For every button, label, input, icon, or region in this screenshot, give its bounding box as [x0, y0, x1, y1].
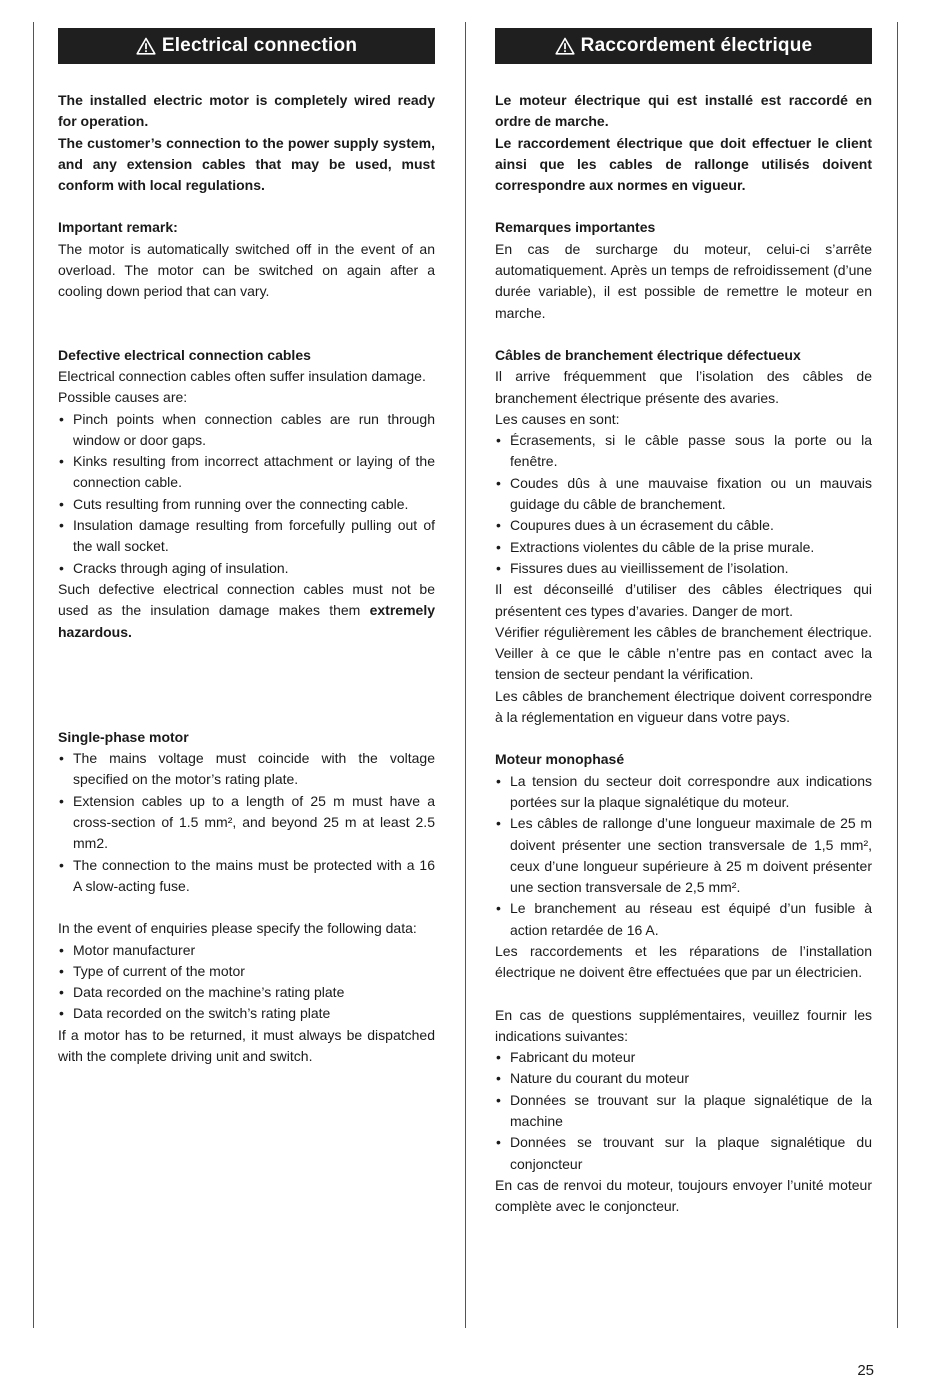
list-item: • Données se trouvant sur la plaque signalétique de la machine — [495, 1090, 872, 1133]
french-column — [495, 28, 872, 1218]
cables-after-text: Les câbles de branchement électrique doivent correspondre à la réglementation en vigueur dans votre pays. — [495, 687, 872, 726]
section-title-bar — [58, 28, 435, 64]
list-item: • Data recorded on the machine’s rating plate — [58, 982, 435, 1003]
remark-heading: Remarques importantes — [495, 219, 656, 236]
list-item: • Fissures dues au vieillissement de l’isolation. — [495, 558, 872, 579]
list-item: • Le branchement au réseau est équipé d’un fusible à action retardée de 16 A. — [495, 898, 872, 941]
english-column — [58, 28, 435, 1067]
list-item: • Motor manufacturer — [58, 940, 435, 961]
section-title: Electrical connection — [161, 35, 358, 56]
cables-after-text: Vérifier régulièrement les câbles de branchement électrique. Veiller à ce que le câble n’entre pas en contact avec la tension de secteur pendant la vérification. — [495, 623, 872, 683]
list-item: • Écrasements, si le câble passe sous la porte ou la fenêtre. — [495, 430, 872, 473]
remark-heading: Important remark: — [58, 219, 178, 236]
cables-after-text: Il est déconseillé d’utiliser des câbles électriques qui présentent ces types d’avaries. Danger de mort. — [495, 581, 872, 619]
section-title: Raccordement électrique — [580, 35, 813, 56]
warning-icon — [555, 37, 575, 55]
cables-warning — [58, 579, 435, 643]
center-divider-rule — [465, 22, 466, 1328]
cables-intro: Il arrive fréquemment que l’isolation des câbles de branchement électrique présente des avaries. — [495, 368, 872, 406]
section-title-bar — [495, 28, 872, 64]
cables-warning-text: Such defective electrical connection cables must not be used as the insulation damage makes them — [58, 580, 435, 619]
list-item: • La tension du secteur doit correspondre aux indications portées sur la plaque signalétique du moteur. — [495, 771, 872, 814]
single-phase-after: Les raccordements et les réparations de l’installation électrique ne doivent être effectuées que par un électricien. — [495, 942, 872, 981]
list-item: • Fabricant du moteur — [495, 1047, 872, 1068]
enquiry-list — [58, 940, 435, 1025]
remark-text: The motor is automatically switched off in the event of an overload. The motor can be switched on again after a cooling down period that can vary. — [58, 240, 435, 300]
single-phase-heading: Moteur monophasé — [495, 751, 625, 768]
list-item: • The connection to the mains must be protected with a 16 A slow-acting fuse. — [58, 855, 435, 898]
return-text: En cas de renvoi du moteur, toujours envoyer l’unité moteur complète avec le conjoncteur. — [495, 1176, 872, 1215]
cables-causes-list — [58, 409, 435, 579]
list-item: • Cracks through aging of insulation. — [58, 558, 435, 579]
single-phase-list — [58, 748, 435, 897]
enquiry-intro: In the event of enquiries please specify the following data: — [58, 920, 417, 937]
single-phase-list — [495, 771, 872, 941]
cables-warning-emphasis: extremely hazardous. — [58, 602, 435, 640]
lead-paragraph: Le moteur électrique qui est installé est raccordé en ordre de marche. — [495, 92, 872, 130]
lead-paragraph: Le raccordement électrique que doit effectuer le client ainsi que les cables de rallonge utilisés doivent correspondre aux normes en vigueur. — [495, 134, 872, 194]
right-margin-rule — [897, 22, 898, 1328]
list-item: • Nature du courant du moteur — [495, 1068, 872, 1089]
list-item: • Extractions violentes du câble de la prise murale. — [495, 537, 872, 558]
list-item: • Coudes dûs à une mauvaise fixation ou un mauvais guidage du câble de branchement. — [495, 473, 872, 516]
enquiry-list — [495, 1047, 872, 1175]
list-item: • Cuts resulting from running over the connecting cable. — [58, 494, 435, 515]
remark-text: En cas de surcharge du moteur, celui-ci s’arrête automatiquement. Après un temps de refroidissement (d’une durée variable), il est possible de remettre le moteur en marche. — [495, 240, 872, 321]
list-item: • Coupures dues à un écrasement du câble. — [495, 515, 872, 536]
return-text: If a motor has to be returned, it must always be dispatched with the complete driving unit and switch. — [58, 1026, 435, 1064]
warning-icon — [136, 37, 156, 55]
list-item: • The mains voltage must coincide with the voltage specified on the motor’s rating plate. — [58, 748, 435, 791]
list-item: • Data recorded on the switch’s rating plate — [58, 1003, 435, 1024]
lead-paragraph: The customer’s connection to the power supply system, and any extension cables that may be used, must conform with local regulations. — [58, 134, 435, 194]
lead-paragraph: The installed electric motor is completely wired ready for operation. — [58, 92, 435, 130]
list-item: • Kinks resulting from incorrect attachment or laying of the connection cable. — [58, 451, 435, 494]
list-item: • Les câbles de rallonge d’une longueur maximale de 25 m doivent présenter une section transversale de 1,5 mm², ceux d’une longueur supérieure à 25 m doivent présenter une section transversale de 2,5 mm². — [495, 813, 872, 898]
list-item: • Pinch points when connection cables are run through window or door gaps. — [58, 409, 435, 452]
list-item: • Insulation damage resulting from forcefully pulling out of the wall socket. — [58, 515, 435, 558]
enquiry-intro: En cas de questions supplémentaires, veuillez fournir les indications suivantes: — [495, 1006, 872, 1044]
left-margin-rule — [33, 22, 34, 1328]
cables-intro: Electrical connection cables often suffer insulation damage. — [58, 367, 426, 384]
cables-heading: Defective electrical connection cables — [58, 346, 311, 363]
cables-causes-list — [495, 430, 872, 579]
list-item: • Extension cables up to a length of 25 m must have a cross-section of 1.5 mm², and beyond 25 m at least 2.5 mm2. — [58, 791, 435, 855]
cables-causes-label: Possible causes are: — [58, 389, 188, 406]
single-phase-heading: Single-phase motor — [58, 728, 189, 745]
list-item: • Données se trouvant sur la plaque signalétique du conjoncteur — [495, 1132, 872, 1175]
cables-heading: Câbles de branchement électrique défectueux — [495, 346, 801, 363]
cables-causes-label: Les causes en sont: — [495, 410, 620, 427]
page-number: 25 — [857, 1362, 874, 1379]
list-item: • Type of current of the motor — [58, 961, 435, 982]
